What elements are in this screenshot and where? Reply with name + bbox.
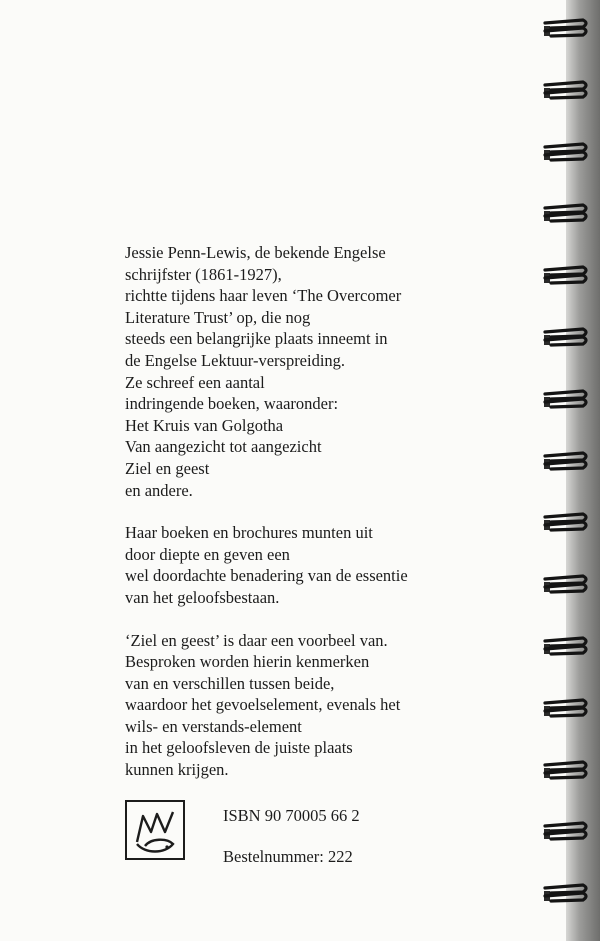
blurb-line: Jessie Penn-Lewis, de bekende Engelse [125,243,386,262]
spiral-coil-icon [541,80,591,106]
blurb-line: Haar boeken en brochures munten uit [125,523,373,543]
blurb-line: wel doordachte benadering van de essentie [125,566,408,586]
blurb-line: Ze schreef een aantal [125,372,265,392]
blurb-line: van het geloofsbestaan. [125,587,280,607]
blurb-line: Besproken worden hierin kenmerken [125,652,370,672]
spiral-coil-icon [541,636,591,662]
blurb-line: kunnen krijgen. [125,760,229,780]
blurb-line: schrijfster (1861-1927), [125,264,282,284]
spiral-coil-icon [541,698,591,724]
blurb-line: steeds een belangrijke plaats inneemt in [125,329,388,349]
spiral-coil-icon [541,203,591,229]
blurb-line: in het geloofsleven de juiste plaats [125,738,353,758]
blurb-line: en andere. [125,480,193,500]
spiral-coil-icon [541,821,591,847]
blurb-paragraph-1 [125,242,455,501]
spiral-coil-icon [541,265,591,291]
blurb-line: waardoor het gevoelselement, evenals het [125,695,401,715]
spiral-coil-icon [541,327,591,353]
blurb-line: Ziel en geest [125,458,210,478]
spiral-coil-icon [541,760,591,786]
blurb-paragraph-3 [125,630,455,781]
spiral-coil-icon [541,883,591,909]
spiral-coil-icon [541,512,591,538]
isbn-number: ISBN 90 70005 66 2 [223,806,360,825]
blurb-line: ‘Ziel en geest’ is daar een voorbeel van. [125,630,388,650]
blurb-line: de Engelse Lektuur-verspreiding. [125,350,346,370]
spiral-coil-icon [541,574,591,600]
spiral-coil-icon [541,142,591,168]
blurb-line: indringende boeken, waaronder: [125,394,339,414]
spiral-coil-icon [541,451,591,477]
blurb-line: wils- en verstands-element [125,716,302,736]
blurb-line: Het Kruis van Golgotha [125,415,284,435]
publisher-logo-icon [125,800,185,860]
blurb-line: Literature Trust’ op, die nog [125,307,311,327]
order-number: Bestelnummer: 222 [223,847,353,866]
blurb-line: van en verschillen tussen beide, [125,673,335,693]
blurb-line: richtte tijdens haar leven ‘The Overcomer [125,286,402,306]
blurb-text [125,242,455,802]
spiral-coil-icon [541,18,591,44]
blurb-line: Van aangezicht tot aangezicht [125,437,322,457]
spiral-coil-icon [541,389,591,415]
blurb-paragraph-2 [125,522,455,608]
blurb-line: door diepte en geven een [125,544,290,564]
